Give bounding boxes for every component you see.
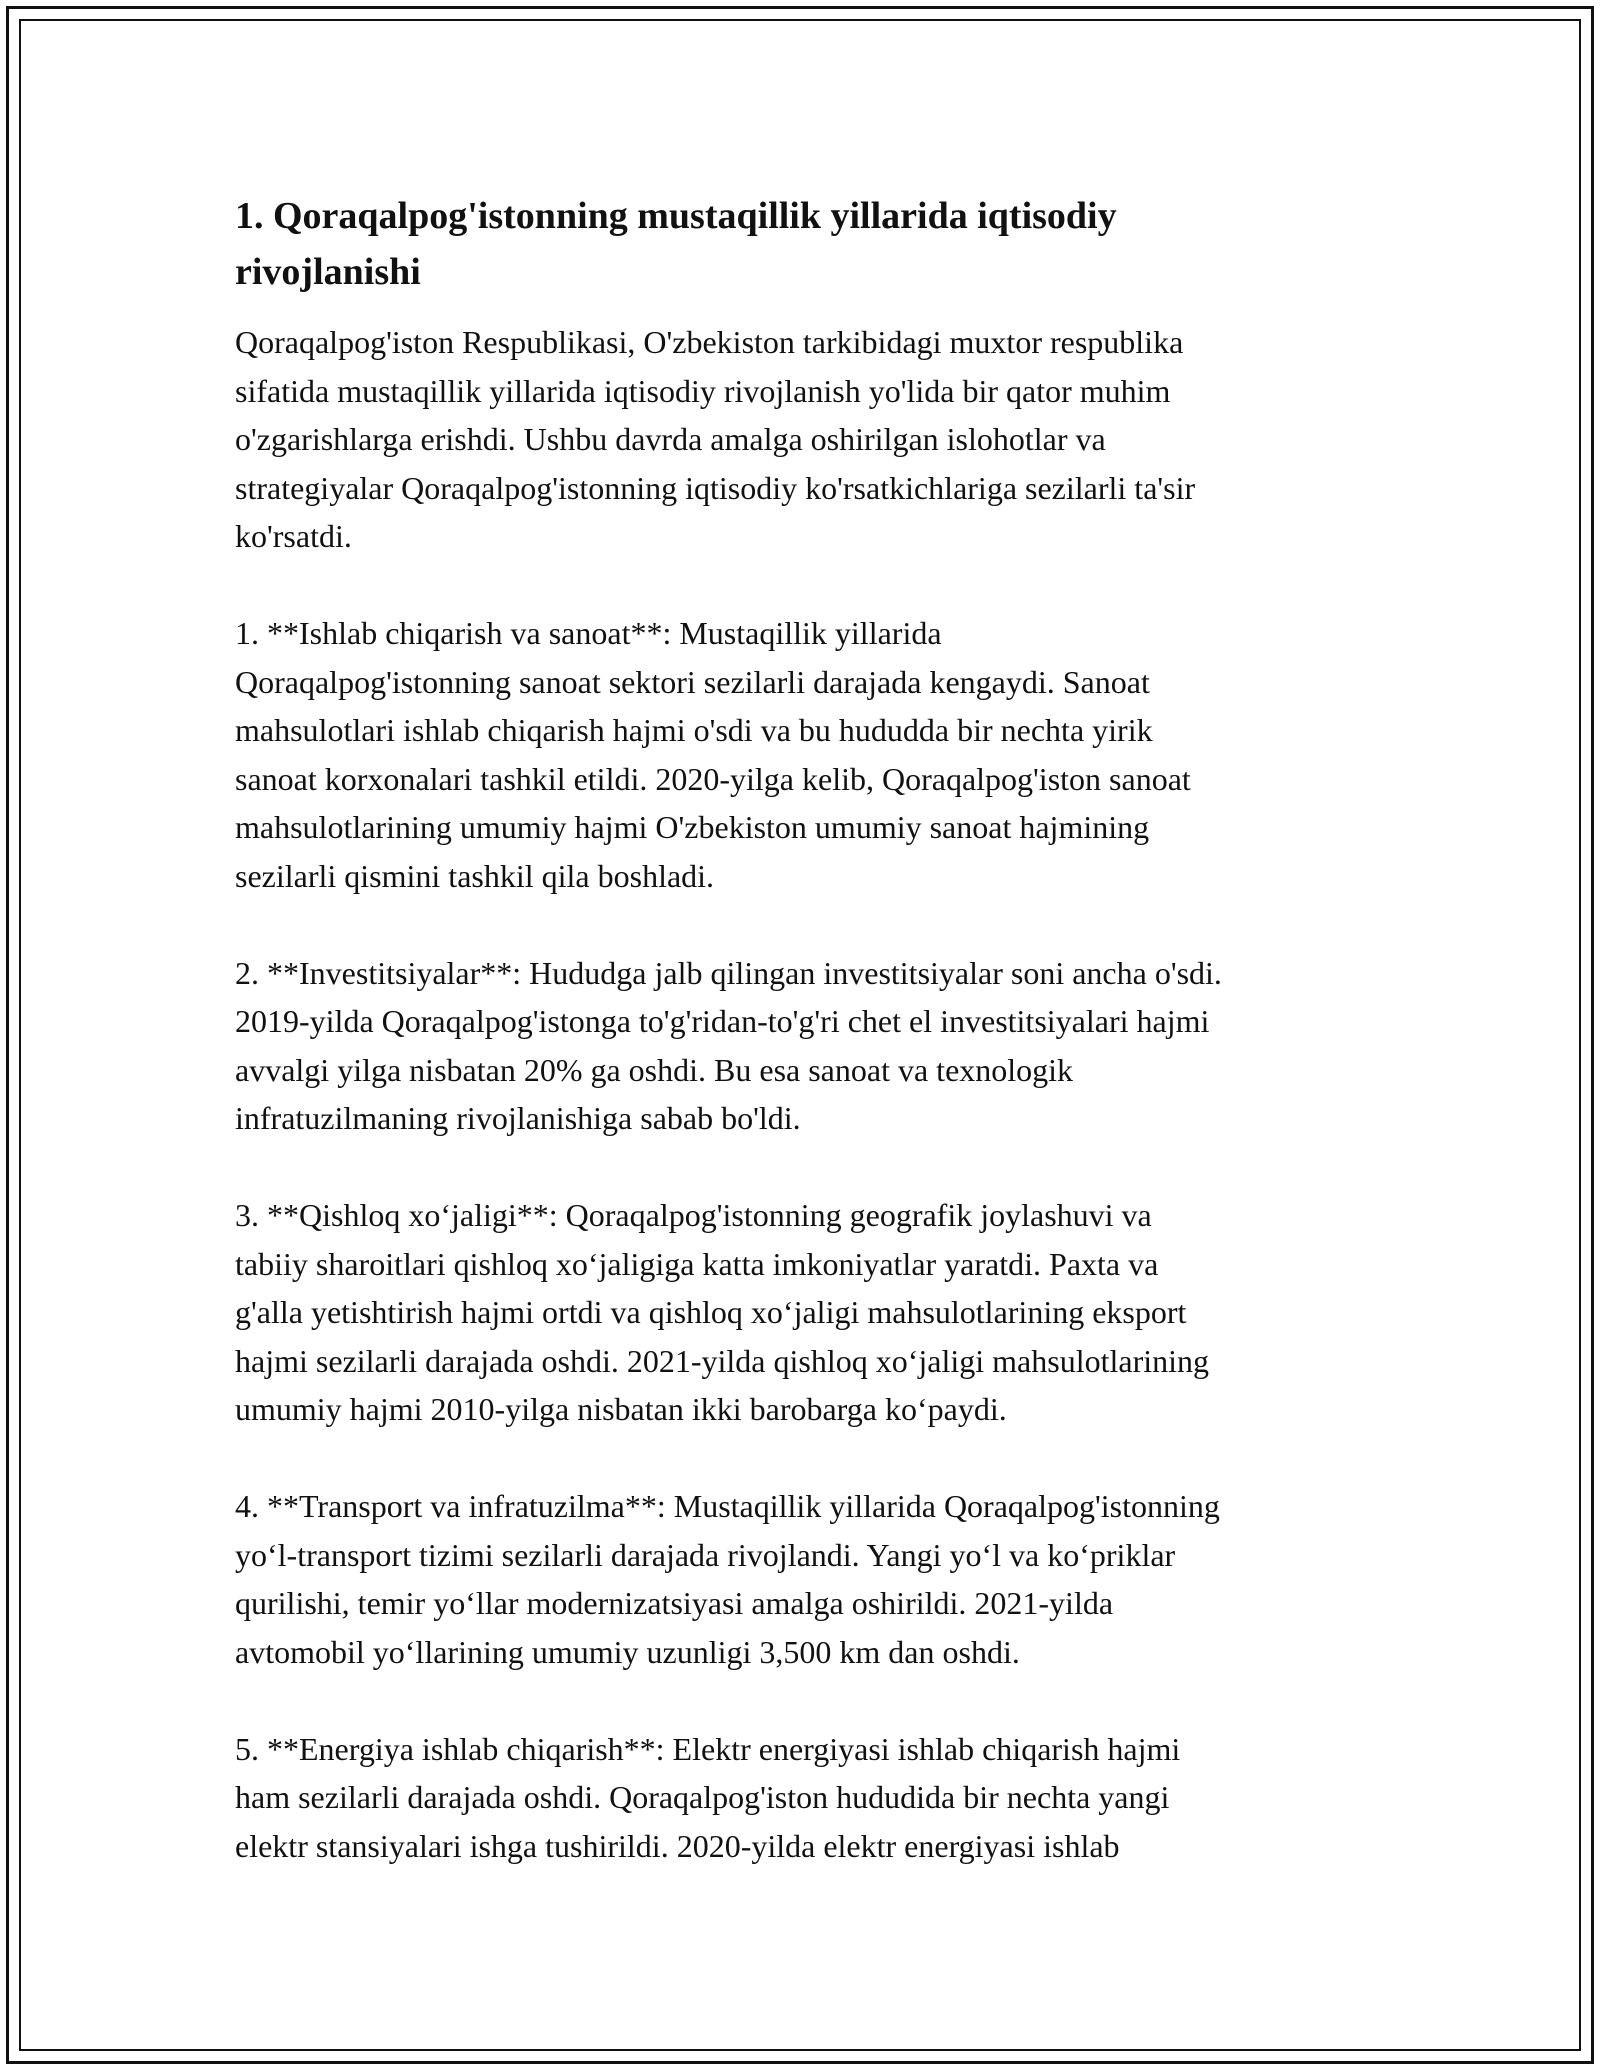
section-industry-paragraph: 1. **Ishlab chiqarish va sanoat**: Mustaqillik yillarida Qoraqalpog'istonning sanoat sektori sezilarli darajada kengaydi. Sanoat mahsulotlari ishlab chiqarish hajmi o'sdi va bu hududda bir nechta yirik sanoat korxonalari tashkil etildi. 2020-yilga kelib, Qoraqalpog'iston sanoat mahsulotlarining umumiy hajmi O'zbekiston umumiy sanoat hajmining sezilarli qismini tashkil qila boshladi. (235, 615, 1191, 894)
section-energy-paragraph: 5. **Energiya ishlab chiqarish**: Elektr energiyasi ishlab chiqarish hajmi ham sezilarli darajada oshdi. Qoraqalpog'iston hududida bir nechta yangi elektr stansiyalari ishga tushirildi. 2020-yilda elektr energiyasi ishlab (235, 1730, 1181, 1864)
intro-paragraph: Qoraqalpog'iston Respublikasi, O'zbekiston tarkibidagi muxtor respublika sifatida mustaqillik yillarida iqtisodiy rivojlanish yo'lida bir qator muhim o'zgarishlarga erishdi. Ushbu davrda amalga oshirilgan islohotlar va strategiyalar Qoraqalpog'istonning iqtisodiy ko'rsatkichlariga sezilarli ta'sir ko'rsatdi. (235, 324, 1196, 554)
section-agriculture-paragraph: 3. **Qishloq xo‘jaligi**: Qoraqalpog'istonning geografik joylashuvi va tabiiy sharoitlari qishloq xo‘jaligiga katta imkoniyatlar yaratdi. Paxta va g'alla yetishtirish hajmi ortdi va qishloq xo‘jaligi mahsulotlarining eksport hajmi sezilarli darajada oshdi. 2021-yilda qishloq xo‘jaligi mahsulotlarining umumiy hajmi 2010-yilga nisbatan ikki barobarga ko‘paydi. (235, 1197, 1210, 1427)
section-investment-paragraph: 2. **Investitsiyalar**: Hududga jalb qilingan investitsiyalar soni ancha o'sdi. 2019-yilda Qoraqalpog'istonga to'g'ridan-to'g'ri chet el investitsiyalari hajmi avvalgi yilga nisbatan 20% ga oshdi. Bu esa sanoat va texnologik infratuzilmaning rivojlanishiga sabab bo'ldi. (235, 954, 1222, 1136)
document-title: 1. Qoraqalpog'istonning mustaqillik yillarida iqtisodiy rivojlanishi (235, 195, 1117, 293)
document-body (235, 188, 1375, 1870)
section-transport-paragraph: 4. **Transport va infratuzilma**: Mustaqillik yillarida Qoraqalpog'istonning yo‘l-transport tizimi sezilarli darajada rivojlandi. Yangi yo‘l va ko‘priklar qurilishi, temir yo‘llar modernizatsiyasi amalga oshirildi. 2021-yilda avtomobil yo‘llarining umumiy uzunligi 3,500 km dan oshdi. (235, 1488, 1220, 1670)
